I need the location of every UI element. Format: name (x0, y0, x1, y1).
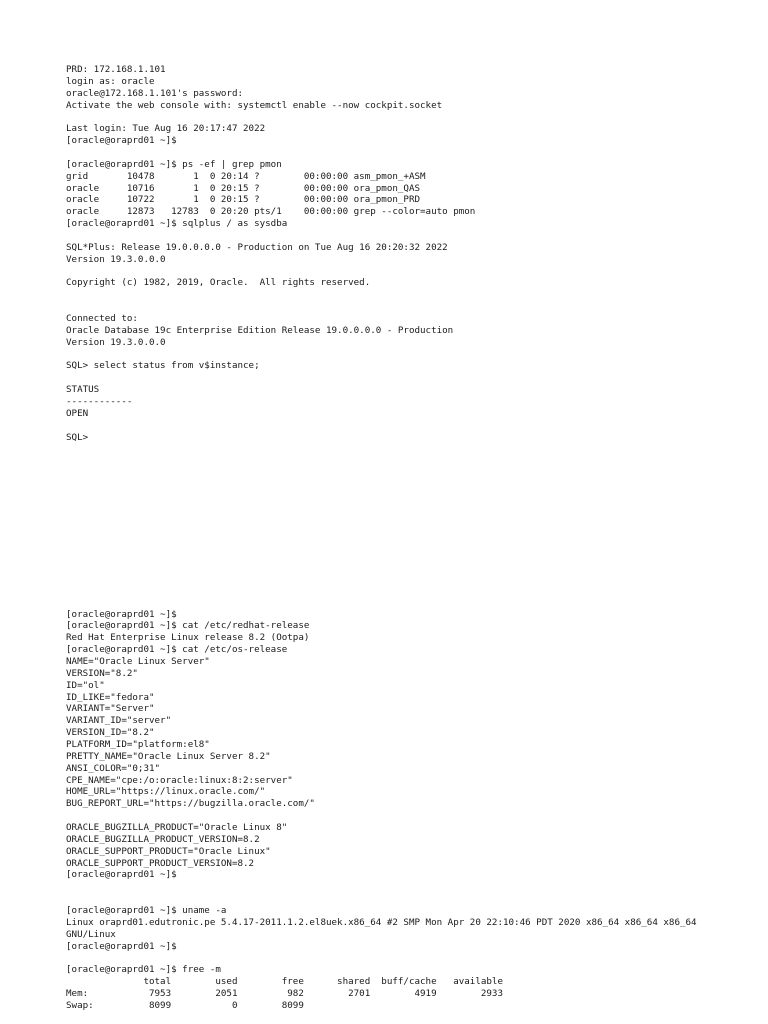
terminal-line: ORACLE_BUGZILLA_PRODUCT_VERSION=8.2 (66, 833, 260, 845)
terminal-line: Connected to: (66, 313, 138, 325)
terminal-line: NAME="Oracle Linux Server" (66, 655, 210, 667)
terminal-line: VERSION_ID="8.2" (66, 727, 155, 739)
terminal-line: PLATFORM_ID="platform:el8" (66, 738, 210, 750)
terminal-line: Copyright (c) 1982, 2019, Oracle. All rights reserved. (66, 277, 371, 289)
terminal-line: Linux oraprd01.edutronic.pe 5.4.17-2011.1.2.el8uek.x86_64 #2 SMP Mon Apr 20 22:10:46 PDT 2020 x86_64 x86_64 x86_64 (66, 916, 697, 928)
terminal-line: ORACLE_SUPPORT_PRODUCT="Oracle Linux" (66, 845, 271, 857)
terminal-line: total used free shared buff/cache available (66, 976, 503, 988)
terminal-line: Red Hat Enterprise Linux release 8.2 (Ootpa) (66, 632, 310, 644)
terminal-line: SQL> select status from v$instance; (66, 360, 260, 372)
terminal-line: VARIANT="Server" (66, 703, 155, 715)
terminal-line: [oracle@oraprd01 ~]$ cat /etc/redhat-release (66, 620, 310, 632)
terminal-line: BUG_REPORT_URL="https://bugzilla.oracle.com/" (66, 798, 315, 810)
terminal-line (66, 266, 746, 278)
terminal-line: GNU/Linux (66, 928, 116, 940)
terminal-line (66, 111, 746, 123)
terminal-line (66, 147, 746, 159)
terminal-line: [oracle@oraprd01 ~]$ (66, 940, 177, 952)
terminal-line: login as: oracle (66, 75, 155, 87)
terminal-line (66, 952, 746, 964)
terminal-line: CPE_NAME="cpe:/o:oracle:linux:8:2:server" (66, 774, 293, 786)
terminal-line: [oracle@oraprd01 ~]$ cat /etc/os-release (66, 644, 288, 656)
terminal-line: oracle 10716 1 0 20:15 ? 00:00:00 ora_pmon_QAS (66, 182, 421, 194)
terminal-line: grid 10478 1 0 20:14 ? 00:00:00 asm_pmon_+ASM (66, 170, 426, 182)
terminal-line: Version 19.3.0.0.0 (66, 336, 166, 348)
terminal-line: ANSI_COLOR="0;31" (66, 762, 161, 774)
terminal-line: PRETTY_NAME="Oracle Linux Server 8.2" (66, 750, 271, 762)
terminal-line (66, 301, 746, 313)
terminal-line (66, 810, 746, 822)
terminal-line: STATUS (66, 384, 100, 396)
terminal-line: Activate the web console with: systemctl enable --now cockpit.socket (66, 99, 443, 111)
terminal-line: SQL> (66, 431, 89, 443)
terminal-line (66, 230, 746, 242)
terminal-line: [oracle@oraprd01 ~]$ uname -a (66, 904, 227, 916)
terminal-line (66, 289, 746, 301)
os-info-block (66, 609, 746, 1012)
terminal-line: [oracle@oraprd01 ~]$ free -m (66, 964, 221, 976)
terminal-line: ID="ol" (66, 679, 105, 691)
terminal-line: oracle 10722 1 0 20:15 ? 00:00:00 ora_pmon_PRD (66, 194, 421, 206)
terminal-line: ------------ (66, 396, 133, 408)
sqlplus-session-block (66, 64, 746, 444)
terminal-line: Swap: 8099 0 8099 (66, 999, 304, 1011)
terminal-line (66, 881, 746, 893)
terminal-line: OPEN (66, 407, 89, 419)
terminal-line: ID_LIKE="fedora" (66, 691, 155, 703)
terminal-line: SQL*Plus: Release 19.0.0.0.0 - Production on Tue Aug 16 20:20:32 2022 (66, 241, 448, 253)
terminal-line (66, 420, 746, 432)
terminal-line: [oracle@oraprd01 ~]$ ps -ef | grep pmon (66, 158, 282, 170)
terminal-line (66, 372, 746, 384)
terminal-line: [oracle@oraprd01 ~]$ (66, 135, 177, 147)
terminal-line: Last login: Tue Aug 16 20:17:47 2022 (66, 123, 266, 135)
terminal-line (66, 349, 746, 361)
terminal-line: [oracle@oraprd01 ~]$ (66, 869, 177, 881)
blank-gap (66, 444, 746, 609)
terminal-line (66, 893, 746, 905)
terminal-line: VERSION="8.2" (66, 667, 138, 679)
terminal-line: PRD: 172.168.1.101 (66, 64, 166, 75)
terminal-line: ORACLE_BUGZILLA_PRODUCT="Oracle Linux 8" (66, 821, 288, 833)
terminal-line: VARIANT_ID="server" (66, 715, 172, 727)
terminal-line: [oracle@oraprd01 ~]$ (66, 608, 177, 620)
terminal-transcript (66, 64, 746, 1012)
terminal-line: Oracle Database 19c Enterprise Edition Release 19.0.0.0.0 - Production (66, 324, 454, 336)
terminal-line: oracle 12873 12783 0 20:20 pts/1 00:00:00 grep --color=auto pmon (66, 206, 476, 218)
terminal-line: oracle@172.168.1.101's password: (66, 87, 244, 99)
terminal-line: [oracle@oraprd01 ~]$ sqlplus / as sysdba (66, 218, 288, 230)
terminal-line: Mem: 7953 2051 982 2701 4919 2933 (66, 988, 503, 999)
terminal-line: Version 19.3.0.0.0 (66, 253, 166, 265)
terminal-line: HOME_URL="https://linux.oracle.com/" (66, 786, 266, 798)
terminal-line: ORACLE_SUPPORT_PRODUCT_VERSION=8.2 (66, 857, 255, 869)
